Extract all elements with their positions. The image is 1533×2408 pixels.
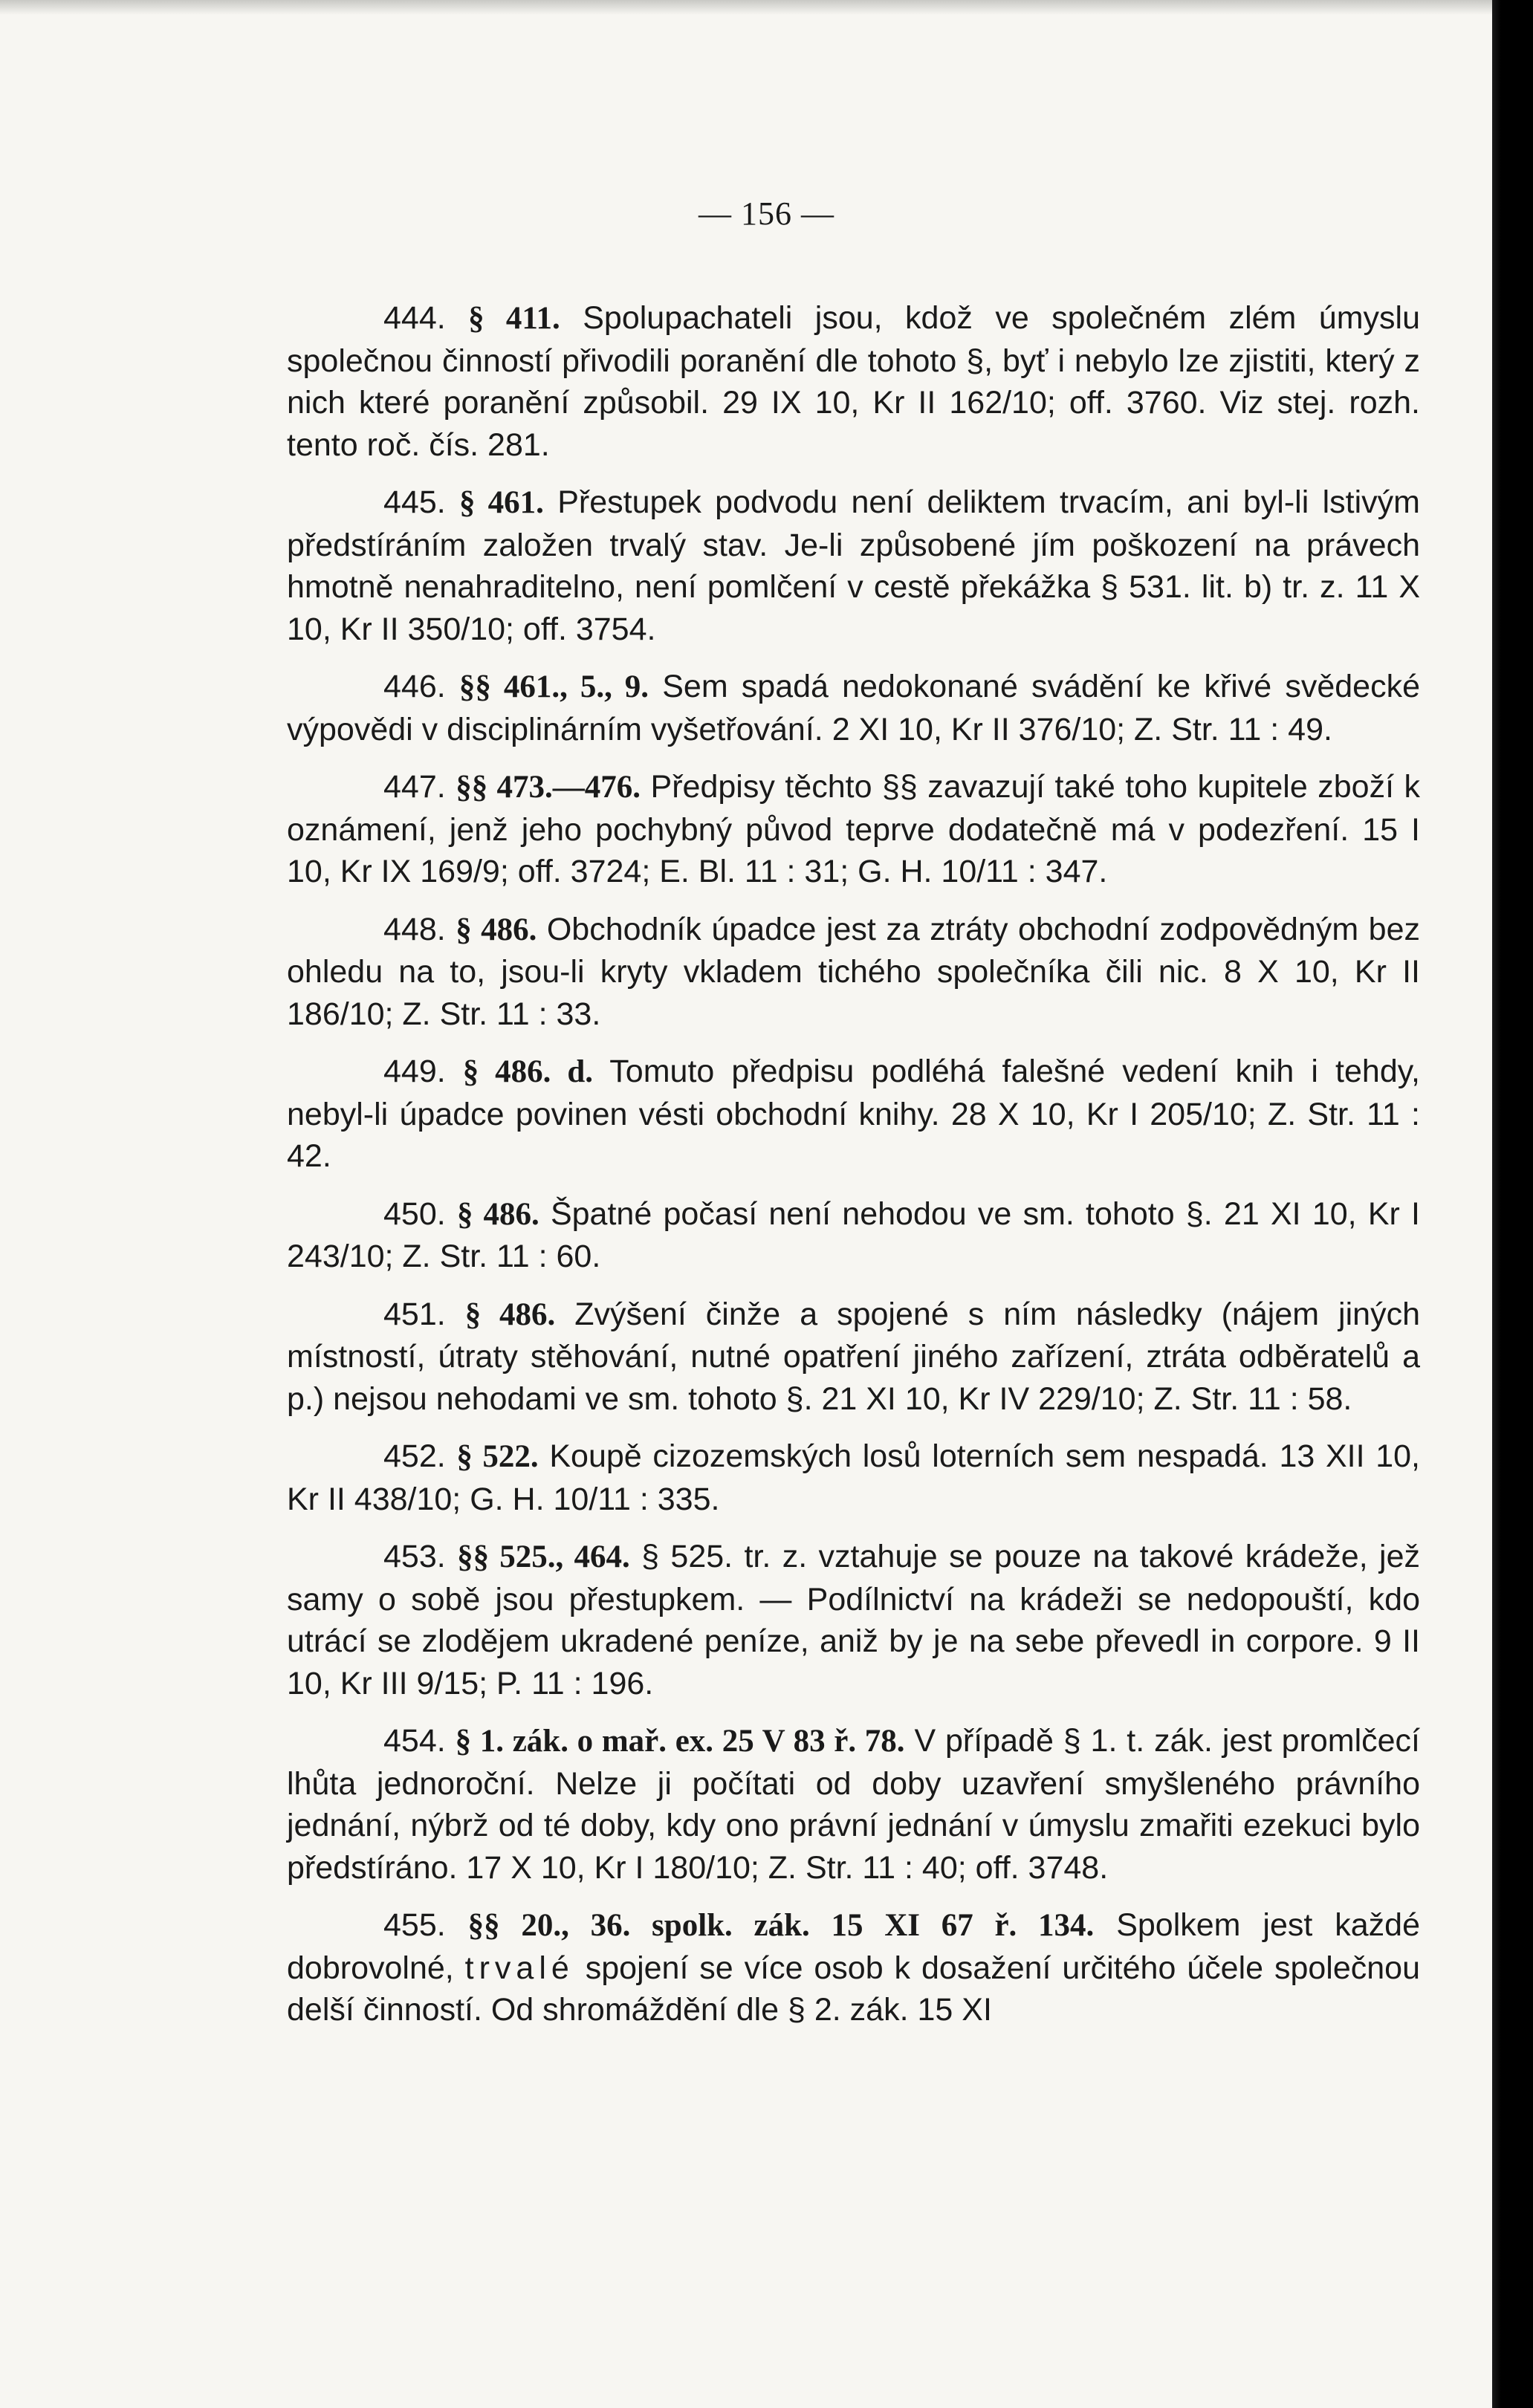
- entry-number: 452.: [383, 1438, 446, 1474]
- entry-451: [287, 1294, 1420, 1421]
- entry-444: [287, 297, 1420, 466]
- entry-number: 447.: [383, 769, 446, 805]
- entry-text: Zvýšení činže a spojené s ním následky (nájem jiných místností, útraty stěhování, nutné opatření jiného zařízení, ztráta odběratelů a p.) nejsou nehodami ve sm. tohoto §. 21 XI 10, Kr IV 229/10; Z. Str. 11 : 58.: [287, 1296, 1420, 1417]
- entry-text-before: Spolkem jest každé dobrovolné,: [287, 1907, 1420, 1986]
- entry-reference: §§ 525., 464.: [457, 1539, 630, 1574]
- entry-number: 444.: [383, 300, 446, 336]
- entry-453: [287, 1536, 1420, 1704]
- page-number: — 156 —: [699, 195, 834, 232]
- entry-reference: §§ 20., 36. spolk. zák. 15 XI 67 ř. 134.: [467, 1908, 1095, 1943]
- entry-448: [287, 909, 1420, 1036]
- entry-number: 448.: [383, 911, 446, 947]
- entry-number: 454.: [383, 1723, 446, 1759]
- entry-number: 450.: [383, 1195, 446, 1232]
- entry-reference: §§ 461., 5., 9.: [458, 669, 649, 704]
- entry-445: [287, 481, 1420, 650]
- entry-454: [287, 1720, 1420, 1889]
- entry-text: Koupě cizozemských losů loterních sem nespadá. 13 XII 10, Kr II 438/10; G. H. 10/11 : 335.: [287, 1438, 1421, 1517]
- entry-number: 453.: [383, 1539, 446, 1574]
- entry-reference: § 461.: [459, 485, 544, 520]
- page-body: [287, 297, 1420, 2047]
- entry-reference: § 411.: [468, 301, 560, 336]
- entry-number: 451.: [383, 1296, 446, 1332]
- entry-reference: § 486.: [456, 912, 537, 947]
- entry-text: Obchodník úpadce jest za ztráty obchodní zodpovědným bez ohledu na to, jsou-li kryty vkladem tichého společníka čili nic. 8 X 10, Kr II 186/10; Z. Str. 11 : 33.: [287, 911, 1420, 1032]
- entry-text: Předpisy těchto §§ zavazují také toho kupitele zboží k oznámení, jenž jeho pochybný původ teprve dodatečně má v podezření. 15 I 10, Kr IX 169/9; off. 3724; E. Bl. 11 : 31; G. H. 10/11 : 347.: [287, 769, 1421, 889]
- entry-text: Sem spadá nedokonané svádění ke křivé svědecké výpovědi v disciplinárním vyšetřování. 2 XI 10, Kr II 376/10; Z. Str. 11 : 49.: [287, 669, 1420, 747]
- entry-reference: § 486.: [456, 1196, 539, 1232]
- entry-reference: § 486.: [464, 1297, 556, 1332]
- scan-right-border: [1492, 0, 1533, 2408]
- entry-text: Tomuto předpisu podléhá falešné vedení knih i tehdy, nebyl-li úpadce povinen vésti obchodní knihy. 28 X 10, Kr I 205/10; Z. Str. 11 : 42.: [287, 1054, 1420, 1174]
- entry-reference: § 522.: [456, 1439, 539, 1474]
- entry-number: 455.: [383, 1907, 446, 1943]
- entry-449: [287, 1051, 1420, 1178]
- entry-455: [287, 1904, 1420, 2031]
- entry-text: § 525. tr. z. vztahuje se pouze na takové krádeže, jež samy o sobě jsou přestupkem. — Podílnictví na krádeži se nedopouští, kdo utrácí se zlodějem ukradené peníze, aniž by je na sebe převedl in corpore. 9 II 10, Kr III 9/15; P. 11 : 196.: [287, 1539, 1420, 1701]
- entry-447: [287, 766, 1420, 893]
- entry-reference: §§ 473.—476.: [456, 770, 641, 805]
- entry-450: [287, 1193, 1420, 1278]
- entry-text: spojení se více osob k dosažení určitého účele společnou delší činností. Od shromáždění dle § 2. zák. 15 XI: [287, 1950, 1421, 2028]
- entry-452: [287, 1435, 1420, 1520]
- entry-number: 446.: [383, 669, 446, 704]
- entry-reference: § 486. d.: [462, 1054, 593, 1089]
- entry-text-emphasis: trvalé: [464, 1950, 574, 1986]
- entry-text: Špatné počasí není nehodou ve sm. tohoto §. 21 XI 10, Kr I 243/10; Z. Str. 11 : 60.: [287, 1195, 1421, 1274]
- entry-number: 449.: [383, 1054, 446, 1089]
- entry-number: 445.: [383, 484, 446, 520]
- entry-446: [287, 666, 1420, 750]
- entry-reference: § 1. zák. o mař. ex. 25 V 83 ř. 78.: [455, 1724, 905, 1759]
- entry-text: V případě § 1. t. zák. jest promlčecí lhůta jednoroční. Nelze ji počítati od doby uzavření smyšleného právního jednání, nýbrž od té doby, kdy ono právní jednání v úmyslu zmařiti ezekuci bylo předstíráno. 17 X 10, Kr I 180/10; Z. Str. 11 : 40; off. 3748.: [287, 1723, 1420, 1886]
- page-top-shadow: [0, 0, 1492, 15]
- entry-text: Přestupek podvodu není deliktem trvacím, ani byl-li lstivým předstíráním založen trvalý stav. Je-li způsobené jím poškození na právech hmotně nenahraditelno, není pomlčení v cestě překážka § 531. lit. b) tr. z. 11 X 10, Kr II 350/10; off. 3754.: [287, 484, 1420, 647]
- entry-text: Spolupachateli jsou, kdož ve společném zlém úmyslu společnou činností přivodili poranění dle tohoto §, byť i nebylo lze zjistiti, který z nich které poranění způsobil. 29 IX 10, Kr II 162/10; off. 3760. Viz stej. rozh. tento roč. čís. 281.: [287, 300, 1420, 463]
